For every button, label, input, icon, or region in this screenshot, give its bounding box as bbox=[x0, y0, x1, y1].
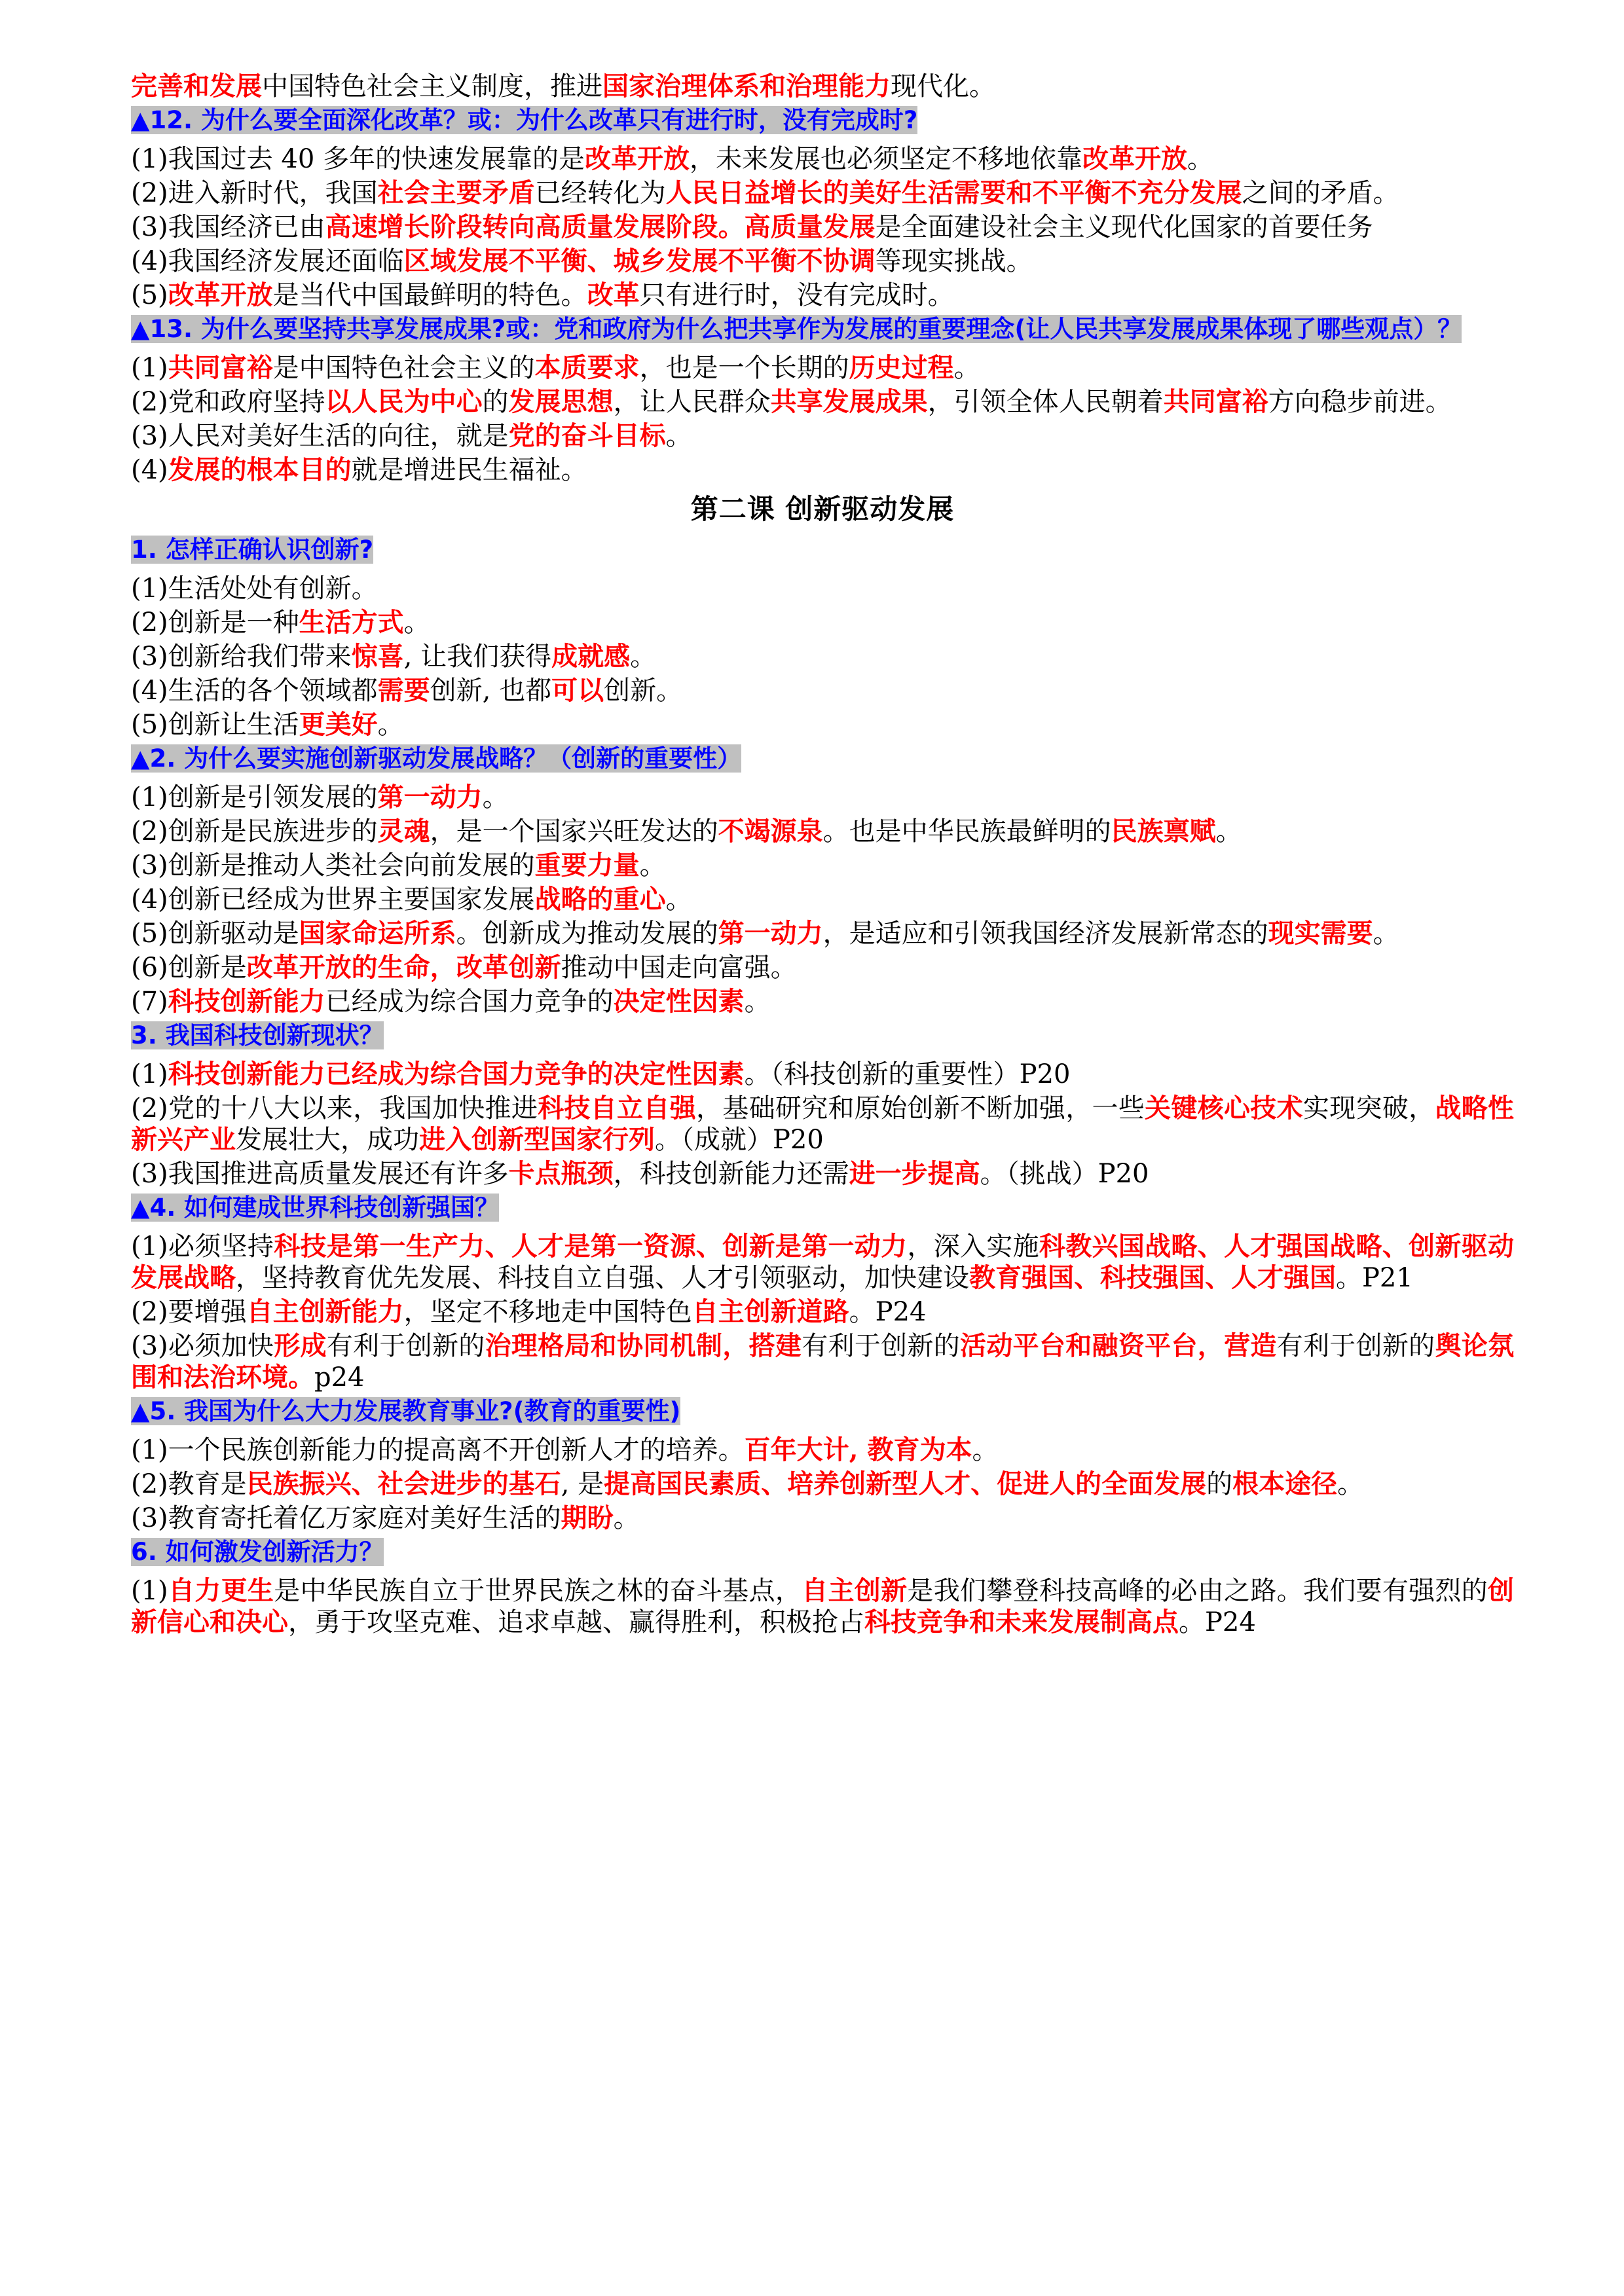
body-text: 。 bbox=[613, 1503, 640, 1533]
section-heading-highlight bbox=[131, 536, 373, 564]
body-text: 。 bbox=[665, 884, 692, 915]
body-text: 创新是民族进步的 bbox=[168, 816, 378, 847]
list-item bbox=[131, 1158, 1514, 1190]
emphasis-text: 创新信心和决心 bbox=[131, 1575, 1515, 1637]
body-text: 现代化。 bbox=[891, 71, 995, 101]
list-item-label: (3) bbox=[131, 1159, 168, 1189]
emphasis-text: 期盼 bbox=[561, 1503, 614, 1533]
list-item bbox=[131, 1296, 1514, 1328]
emphasis-text: 活动平台和融资平台， bbox=[960, 1330, 1225, 1361]
list-item-label: (1) bbox=[131, 782, 168, 812]
list-item bbox=[131, 573, 1514, 604]
body-text: 。（成就）P20 bbox=[655, 1125, 824, 1155]
emphasis-text: 决定性因素 bbox=[613, 986, 745, 1017]
emphasis-text: 科技创新能力 bbox=[168, 986, 325, 1017]
body-text: 。也是中华民族最鲜明的 bbox=[822, 816, 1111, 847]
section-heading-c2q4 bbox=[131, 1192, 1514, 1228]
body-text: 要增强 bbox=[168, 1297, 247, 1327]
body-text: 中国特色社会主义制度，推进 bbox=[262, 71, 602, 101]
body-text: 之间的矛盾。 bbox=[1242, 178, 1399, 208]
emphasis-text: 提高国民素质、培养创新型人才、促进人的全面发展 bbox=[604, 1468, 1207, 1499]
list-item-label: (3) bbox=[131, 421, 168, 451]
list-item bbox=[131, 246, 1514, 277]
emphasis-text: 第一动力 bbox=[718, 918, 823, 949]
section-heading-c2q6 bbox=[131, 1537, 1514, 1572]
emphasis-text: 改革 bbox=[587, 280, 640, 310]
list-item bbox=[131, 816, 1514, 847]
section-number: 6. bbox=[131, 1538, 166, 1566]
body-text: 就是增进民生福祉。 bbox=[351, 455, 587, 485]
body-text: 党和政府坚持 bbox=[168, 387, 325, 417]
emphasis-text: 发展思想 bbox=[508, 386, 614, 417]
chapter-title: 第二课 创新驱动发展 bbox=[690, 493, 955, 525]
list-item-label: (4) bbox=[131, 246, 168, 276]
body-text: 生活的各个领域都 bbox=[168, 676, 378, 706]
body-text: 。 bbox=[953, 353, 980, 383]
emphasis-text: 自主创新道路 bbox=[692, 1296, 849, 1327]
body-text: 已经转化为 bbox=[534, 178, 666, 208]
body-text: 。 bbox=[482, 782, 509, 812]
body-text: 一个民族创新能力的提高离不开创新人才的培养。 bbox=[168, 1435, 745, 1465]
list-item-label: (3) bbox=[131, 212, 168, 242]
section-heading-q12 bbox=[131, 105, 1514, 140]
body-text: 。P24 bbox=[849, 1297, 927, 1327]
body-text: 党的十八大以来，我国加快推进 bbox=[168, 1093, 538, 1123]
emphasis-text: 战略性新兴产业 bbox=[131, 1093, 1515, 1155]
list-item-label: (7) bbox=[131, 987, 168, 1017]
list-item-label: (2) bbox=[131, 1093, 168, 1123]
emphasis-text: 形成 bbox=[274, 1330, 327, 1361]
emphasis-text: 搭建 bbox=[748, 1330, 802, 1361]
list-item-label: (2) bbox=[131, 178, 168, 208]
body-text: 是我们攀登科技高峰的必由之路。我们要有强烈的 bbox=[907, 1576, 1488, 1606]
emphasis-text: 本质要求 bbox=[534, 352, 640, 383]
emphasis-text: 需要 bbox=[377, 675, 430, 706]
list-item bbox=[131, 352, 1514, 384]
list-item-label: (6) bbox=[131, 953, 168, 983]
body-text: 创新是一种 bbox=[168, 608, 299, 638]
body-text: 创新已经成为世界主要国家发展 bbox=[168, 884, 535, 915]
emphasis-text: 生活方式 bbox=[299, 607, 404, 638]
list-item bbox=[131, 454, 1514, 486]
section-heading-text: 为什么要坚持共享发展成果?或：党和政府为什么把共享作为发展的重要理念(让人民共享发展成果体现了哪些观点）？ bbox=[200, 315, 1462, 343]
body-text: 。 bbox=[377, 710, 404, 740]
list-item-label: (4) bbox=[131, 884, 168, 915]
list-item-label: (5) bbox=[131, 919, 168, 949]
emphasis-text: 发展的根本目的 bbox=[168, 454, 352, 485]
body-text: ，坚持教育优先发展、科技自立自强、人才引领驱动，加快建设 bbox=[236, 1263, 969, 1293]
body-text: 我国经济已由 bbox=[168, 212, 325, 242]
emphasis-text: 战略的重心 bbox=[534, 884, 666, 915]
emphasis-text: 区域发展不平衡、城乡发展不平衡不协调 bbox=[403, 246, 876, 276]
emphasis-text: 国家治理体系和治理能力 bbox=[602, 71, 891, 101]
body-text: ，让人民群众 bbox=[613, 387, 771, 417]
body-text: 推动中国走向富强。 bbox=[561, 953, 797, 983]
emphasis-text: 科技创新能力已经成为综合国力竞争的决定性因素 bbox=[168, 1059, 745, 1089]
emphasis-text: 卡点瓶颈 bbox=[508, 1158, 614, 1189]
emphasis-text: 改革开放的生命，改革创新 bbox=[246, 952, 561, 983]
body-text: , 让我们获得 bbox=[403, 642, 552, 672]
body-text: 等现实挑战。 bbox=[875, 246, 1033, 276]
emphasis-text: 进一步提高 bbox=[849, 1158, 980, 1189]
list-item-label: (3) bbox=[131, 1503, 168, 1533]
list-item bbox=[131, 1330, 1514, 1393]
body-text: 只有进行时，没有完成时。 bbox=[639, 280, 954, 310]
emphasis-text: 民族振兴、社会进步的基石 bbox=[246, 1468, 561, 1499]
emphasis-text: 成就感 bbox=[551, 641, 631, 672]
emphasis-text: 更美好 bbox=[299, 709, 378, 740]
emphasis-text: 关键核心技术 bbox=[1145, 1093, 1303, 1123]
emphasis-text: 自主创新能力 bbox=[246, 1296, 404, 1327]
body-text: 教育是 bbox=[168, 1469, 247, 1499]
body-text: ，引领全体人民朝着 bbox=[927, 387, 1164, 417]
list-item bbox=[131, 177, 1514, 209]
list-item-label: (2) bbox=[131, 387, 168, 417]
body-text: 我国过去 40 多年的快速发展靠的是 bbox=[168, 144, 585, 174]
emphasis-text: 共享发展成果 bbox=[770, 386, 928, 417]
emphasis-text: 社会主要矛盾 bbox=[377, 177, 535, 208]
body-text: 方向稳步前进。 bbox=[1268, 387, 1452, 417]
emphasis-text: 舆论氛围和法治环境。 bbox=[131, 1330, 1515, 1393]
body-text: ，勇于攻坚克难、追求卓越、赢得胜利，积极抢占 bbox=[288, 1607, 864, 1637]
list-item-label: (1) bbox=[131, 144, 168, 174]
body-text: ，是适应和引领我国经济发展新常态的 bbox=[822, 919, 1268, 949]
section-heading-text: 为什么要全面深化改革？或：为什么改革只有进行时，没有完成时? bbox=[200, 106, 918, 134]
body-text: 。（挑战）P20 bbox=[980, 1159, 1149, 1189]
emphasis-text: 民族禀赋 bbox=[1111, 816, 1216, 847]
emphasis-text: 完善和发展 bbox=[131, 71, 262, 101]
list-item bbox=[131, 607, 1514, 638]
list-item-label: (1) bbox=[131, 574, 168, 604]
body-text: 。 bbox=[639, 850, 666, 881]
list-item bbox=[131, 420, 1514, 452]
body-text: 已经成为综合国力竞争的 bbox=[325, 987, 614, 1017]
body-text: 。P24 bbox=[1179, 1607, 1256, 1637]
emphasis-text: 可以 bbox=[551, 675, 604, 706]
body-text: 创新是引领发展的 bbox=[168, 782, 378, 812]
body-text: ，未来发展也必须坚定不移地依靠 bbox=[690, 144, 1082, 174]
list-item bbox=[131, 1468, 1514, 1500]
body-text: 是全面建设社会主义现代化国家的首要任务 bbox=[875, 212, 1373, 242]
body-text: ，也是一个长期的 bbox=[639, 353, 849, 383]
list-item bbox=[131, 952, 1514, 983]
body-text: 发展壮大，成功 bbox=[236, 1125, 419, 1155]
body-text: 。P21 bbox=[1336, 1263, 1413, 1293]
section-heading-text: 怎样正确认识创新? bbox=[165, 536, 374, 564]
body-text: 我国推进高质量发展还有许多 bbox=[168, 1159, 509, 1189]
section-number: 3. bbox=[131, 1021, 166, 1049]
section-heading-highlight bbox=[131, 1194, 499, 1222]
body-text: 。 bbox=[1337, 1469, 1364, 1499]
emphasis-text: 百年大计, 教育为本 bbox=[744, 1434, 972, 1465]
list-item-label: (5) bbox=[131, 280, 168, 310]
list-item bbox=[131, 1503, 1514, 1534]
body-text: ，科技创新能力还需 bbox=[613, 1159, 849, 1189]
list-item-label: (1) bbox=[131, 1059, 168, 1089]
body-text: 我国经济发展还面临 bbox=[168, 246, 404, 276]
list-item bbox=[131, 850, 1514, 881]
emphasis-text: 国家命运所系 bbox=[299, 918, 456, 949]
section-heading-text: 我国为什么大力发展教育事业?(教育的重要性) bbox=[184, 1397, 681, 1425]
section-heading-c2q3 bbox=[131, 1020, 1514, 1055]
section-heading-text: 为什么要实施创新驱动发展战略？（创新的重要性） bbox=[184, 744, 742, 773]
emphasis-text: 以人民为中心 bbox=[325, 386, 483, 417]
body-text: 的 bbox=[482, 387, 509, 417]
body-text: p24 bbox=[314, 1362, 365, 1393]
emphasis-text: 教育强国、科技强国、人才强国 bbox=[969, 1262, 1336, 1293]
emphasis-text: 惊喜 bbox=[351, 641, 404, 672]
emphasis-text: 不竭源泉 bbox=[718, 816, 823, 847]
emphasis-text: 第一动力 bbox=[377, 782, 483, 812]
list-item bbox=[131, 918, 1514, 949]
body-text: 。 bbox=[1215, 816, 1242, 847]
triangle-marker-icon: ▲ bbox=[131, 1397, 150, 1425]
list-item-label: (3) bbox=[131, 850, 168, 881]
list-item bbox=[131, 986, 1514, 1017]
body-text: 实现突破， bbox=[1302, 1093, 1435, 1123]
list-item bbox=[131, 884, 1514, 915]
list-item bbox=[131, 211, 1514, 243]
section-heading-text: 如何建成世界科技创新强国？ bbox=[184, 1194, 500, 1222]
list-item-label: (4) bbox=[131, 455, 168, 485]
section-heading-highlight bbox=[131, 1021, 384, 1049]
body-text: 。 bbox=[744, 987, 771, 1017]
emphasis-text: 自主创新 bbox=[802, 1575, 908, 1606]
emphasis-text: 人民日益增长的美好生活需要和不平衡不充分发展 bbox=[665, 177, 1242, 208]
section-number: 13. bbox=[149, 315, 201, 343]
body-text: ，是一个国家兴旺发达的 bbox=[430, 816, 718, 847]
list-item bbox=[131, 1093, 1514, 1156]
body-text: ，坚定不移地走中国特色 bbox=[403, 1297, 692, 1327]
body-text: 的 bbox=[1206, 1469, 1233, 1499]
list-item-label: (3) bbox=[131, 642, 168, 672]
section-heading-highlight bbox=[131, 315, 1462, 343]
list-item-label: (1) bbox=[131, 353, 168, 383]
body-text: 。创新成为推动发展的 bbox=[456, 919, 718, 949]
list-item-label: (5) bbox=[131, 710, 168, 740]
emphasis-text: 科技是第一生产力、人才是第一资源、创新是第一动力 bbox=[274, 1231, 908, 1262]
body-text: 创新让生活 bbox=[168, 710, 299, 740]
body-text: 创新是 bbox=[168, 953, 247, 983]
emphasis-text: 灵魂 bbox=[377, 816, 430, 847]
body-text: 创新驱动是 bbox=[168, 919, 299, 949]
body-text: 有利于创新的 bbox=[802, 1331, 961, 1361]
list-item-label: (2) bbox=[131, 1469, 168, 1499]
body-text: 是中华民族自立于世界民族之林的奋斗基点， bbox=[274, 1576, 802, 1606]
list-item bbox=[131, 675, 1514, 706]
list-item bbox=[131, 1231, 1514, 1294]
section-heading-highlight bbox=[131, 106, 917, 134]
body-text: 有利于创新的 bbox=[1276, 1331, 1435, 1361]
list-item bbox=[131, 280, 1514, 311]
body-text: 。 bbox=[630, 642, 657, 672]
emphasis-text: 共同富裕 bbox=[1163, 386, 1268, 417]
triangle-marker-icon: ▲ bbox=[131, 1194, 150, 1222]
section-number: 5. bbox=[149, 1397, 185, 1425]
list-item-label: (2) bbox=[131, 608, 168, 638]
body-text: 必须加快 bbox=[168, 1331, 274, 1361]
triangle-marker-icon: ▲ bbox=[131, 744, 150, 773]
body-text: 生活处处有创新。 bbox=[168, 574, 378, 604]
emphasis-text: 改革开放 bbox=[585, 143, 690, 174]
emphasis-text: 党的奋斗目标 bbox=[508, 420, 666, 451]
body-text: 。 bbox=[1187, 144, 1213, 174]
emphasis-text: 科教兴国战略、人才强国战略、创新驱动发展战略 bbox=[131, 1231, 1515, 1293]
body-text: 。 bbox=[972, 1435, 999, 1465]
emphasis-text: 现实需要 bbox=[1268, 918, 1373, 949]
list-item bbox=[131, 641, 1514, 672]
section-number: 1. bbox=[131, 536, 166, 564]
body-text: 教育寄托着亿万家庭对美好生活的 bbox=[168, 1503, 561, 1533]
emphasis-text: 重要力量 bbox=[534, 850, 640, 881]
list-item-label: (3) bbox=[131, 1331, 168, 1361]
body-text: 。 bbox=[403, 608, 430, 638]
body-text: , 是 bbox=[561, 1469, 604, 1499]
emphasis-text: 治理格局和协同机制， bbox=[485, 1330, 749, 1361]
emphasis-text: 历史过程 bbox=[849, 352, 954, 383]
section-number: 12. bbox=[149, 106, 201, 134]
body-text: 创新。 bbox=[604, 676, 683, 706]
emphasis-text: 科技竞争和未来发展制高点 bbox=[864, 1607, 1179, 1637]
list-item bbox=[131, 1059, 1514, 1090]
section-heading-c2q1 bbox=[131, 534, 1514, 570]
body-text: 。 bbox=[1373, 919, 1399, 949]
list-item bbox=[131, 143, 1514, 175]
triangle-marker-icon: ▲ bbox=[131, 106, 150, 134]
body-text: 创新是推动人类社会向前发展的 bbox=[168, 850, 535, 881]
emphasis-text: 进入创新型国家行列 bbox=[419, 1124, 655, 1155]
triangle-marker-icon: ▲ bbox=[131, 315, 150, 343]
list-item bbox=[131, 1434, 1514, 1466]
list-item bbox=[131, 1575, 1514, 1638]
list-item bbox=[131, 709, 1514, 740]
body-text: 有利于创新的 bbox=[326, 1331, 485, 1361]
body-text: ，基础研究和原始创新不断加强，一些 bbox=[696, 1093, 1145, 1123]
section-heading-text: 如何激发创新活力？ bbox=[165, 1538, 384, 1566]
emphasis-text: 营造 bbox=[1224, 1330, 1277, 1361]
body-text: ，深入实施 bbox=[907, 1231, 1039, 1262]
section-number: 2. bbox=[149, 744, 185, 773]
list-item-label: (1) bbox=[131, 1576, 168, 1606]
body-text: 。 bbox=[665, 421, 692, 451]
emphasis-text: 改革开放 bbox=[1082, 143, 1187, 174]
list-item-label: (1) bbox=[131, 1435, 168, 1465]
body-text: 人民对美好生活的向往，就是 bbox=[168, 421, 509, 451]
body-text: 。（科技创新的重要性）P20 bbox=[744, 1059, 1071, 1089]
list-item-label: (2) bbox=[131, 816, 168, 847]
document-body bbox=[131, 71, 1514, 1638]
emphasis-text: 科技自立自强 bbox=[538, 1093, 696, 1123]
body-text: 是中国特色社会主义的 bbox=[272, 353, 535, 383]
body-text: 创新给我们带来 bbox=[168, 642, 352, 672]
list-item-label: (1) bbox=[131, 1231, 168, 1262]
section-heading-q13 bbox=[131, 314, 1514, 349]
section-heading-text: 我国科技创新现状？ bbox=[165, 1021, 384, 1049]
list-item-label: (2) bbox=[131, 1297, 168, 1327]
emphasis-text: 自力更生 bbox=[168, 1575, 274, 1606]
emphasis-text: 高速增长阶段转向高质量发展阶段。高质量发展 bbox=[325, 211, 876, 242]
emphasis-text: 共同富裕 bbox=[168, 352, 273, 383]
list-item bbox=[131, 782, 1514, 813]
section-heading-highlight bbox=[131, 744, 741, 773]
body-text: 创新, 也都 bbox=[430, 676, 552, 706]
body-text: 进入新时代，我国 bbox=[168, 178, 378, 208]
list-item bbox=[131, 386, 1514, 418]
continued-paragraph bbox=[131, 71, 1514, 102]
emphasis-text: 根本途径 bbox=[1232, 1468, 1338, 1499]
body-text: 是当代中国最鲜明的特色。 bbox=[272, 280, 587, 310]
body-text: 必须坚持 bbox=[168, 1231, 274, 1262]
emphasis-text: 改革开放 bbox=[168, 280, 273, 310]
list-item-label: (4) bbox=[131, 676, 168, 706]
section-heading-c2q5 bbox=[131, 1396, 1514, 1431]
section-number: 4. bbox=[149, 1194, 185, 1222]
section-heading-highlight bbox=[131, 1538, 384, 1566]
section-heading-highlight bbox=[131, 1397, 680, 1425]
section-heading-c2q2 bbox=[131, 743, 1514, 778]
